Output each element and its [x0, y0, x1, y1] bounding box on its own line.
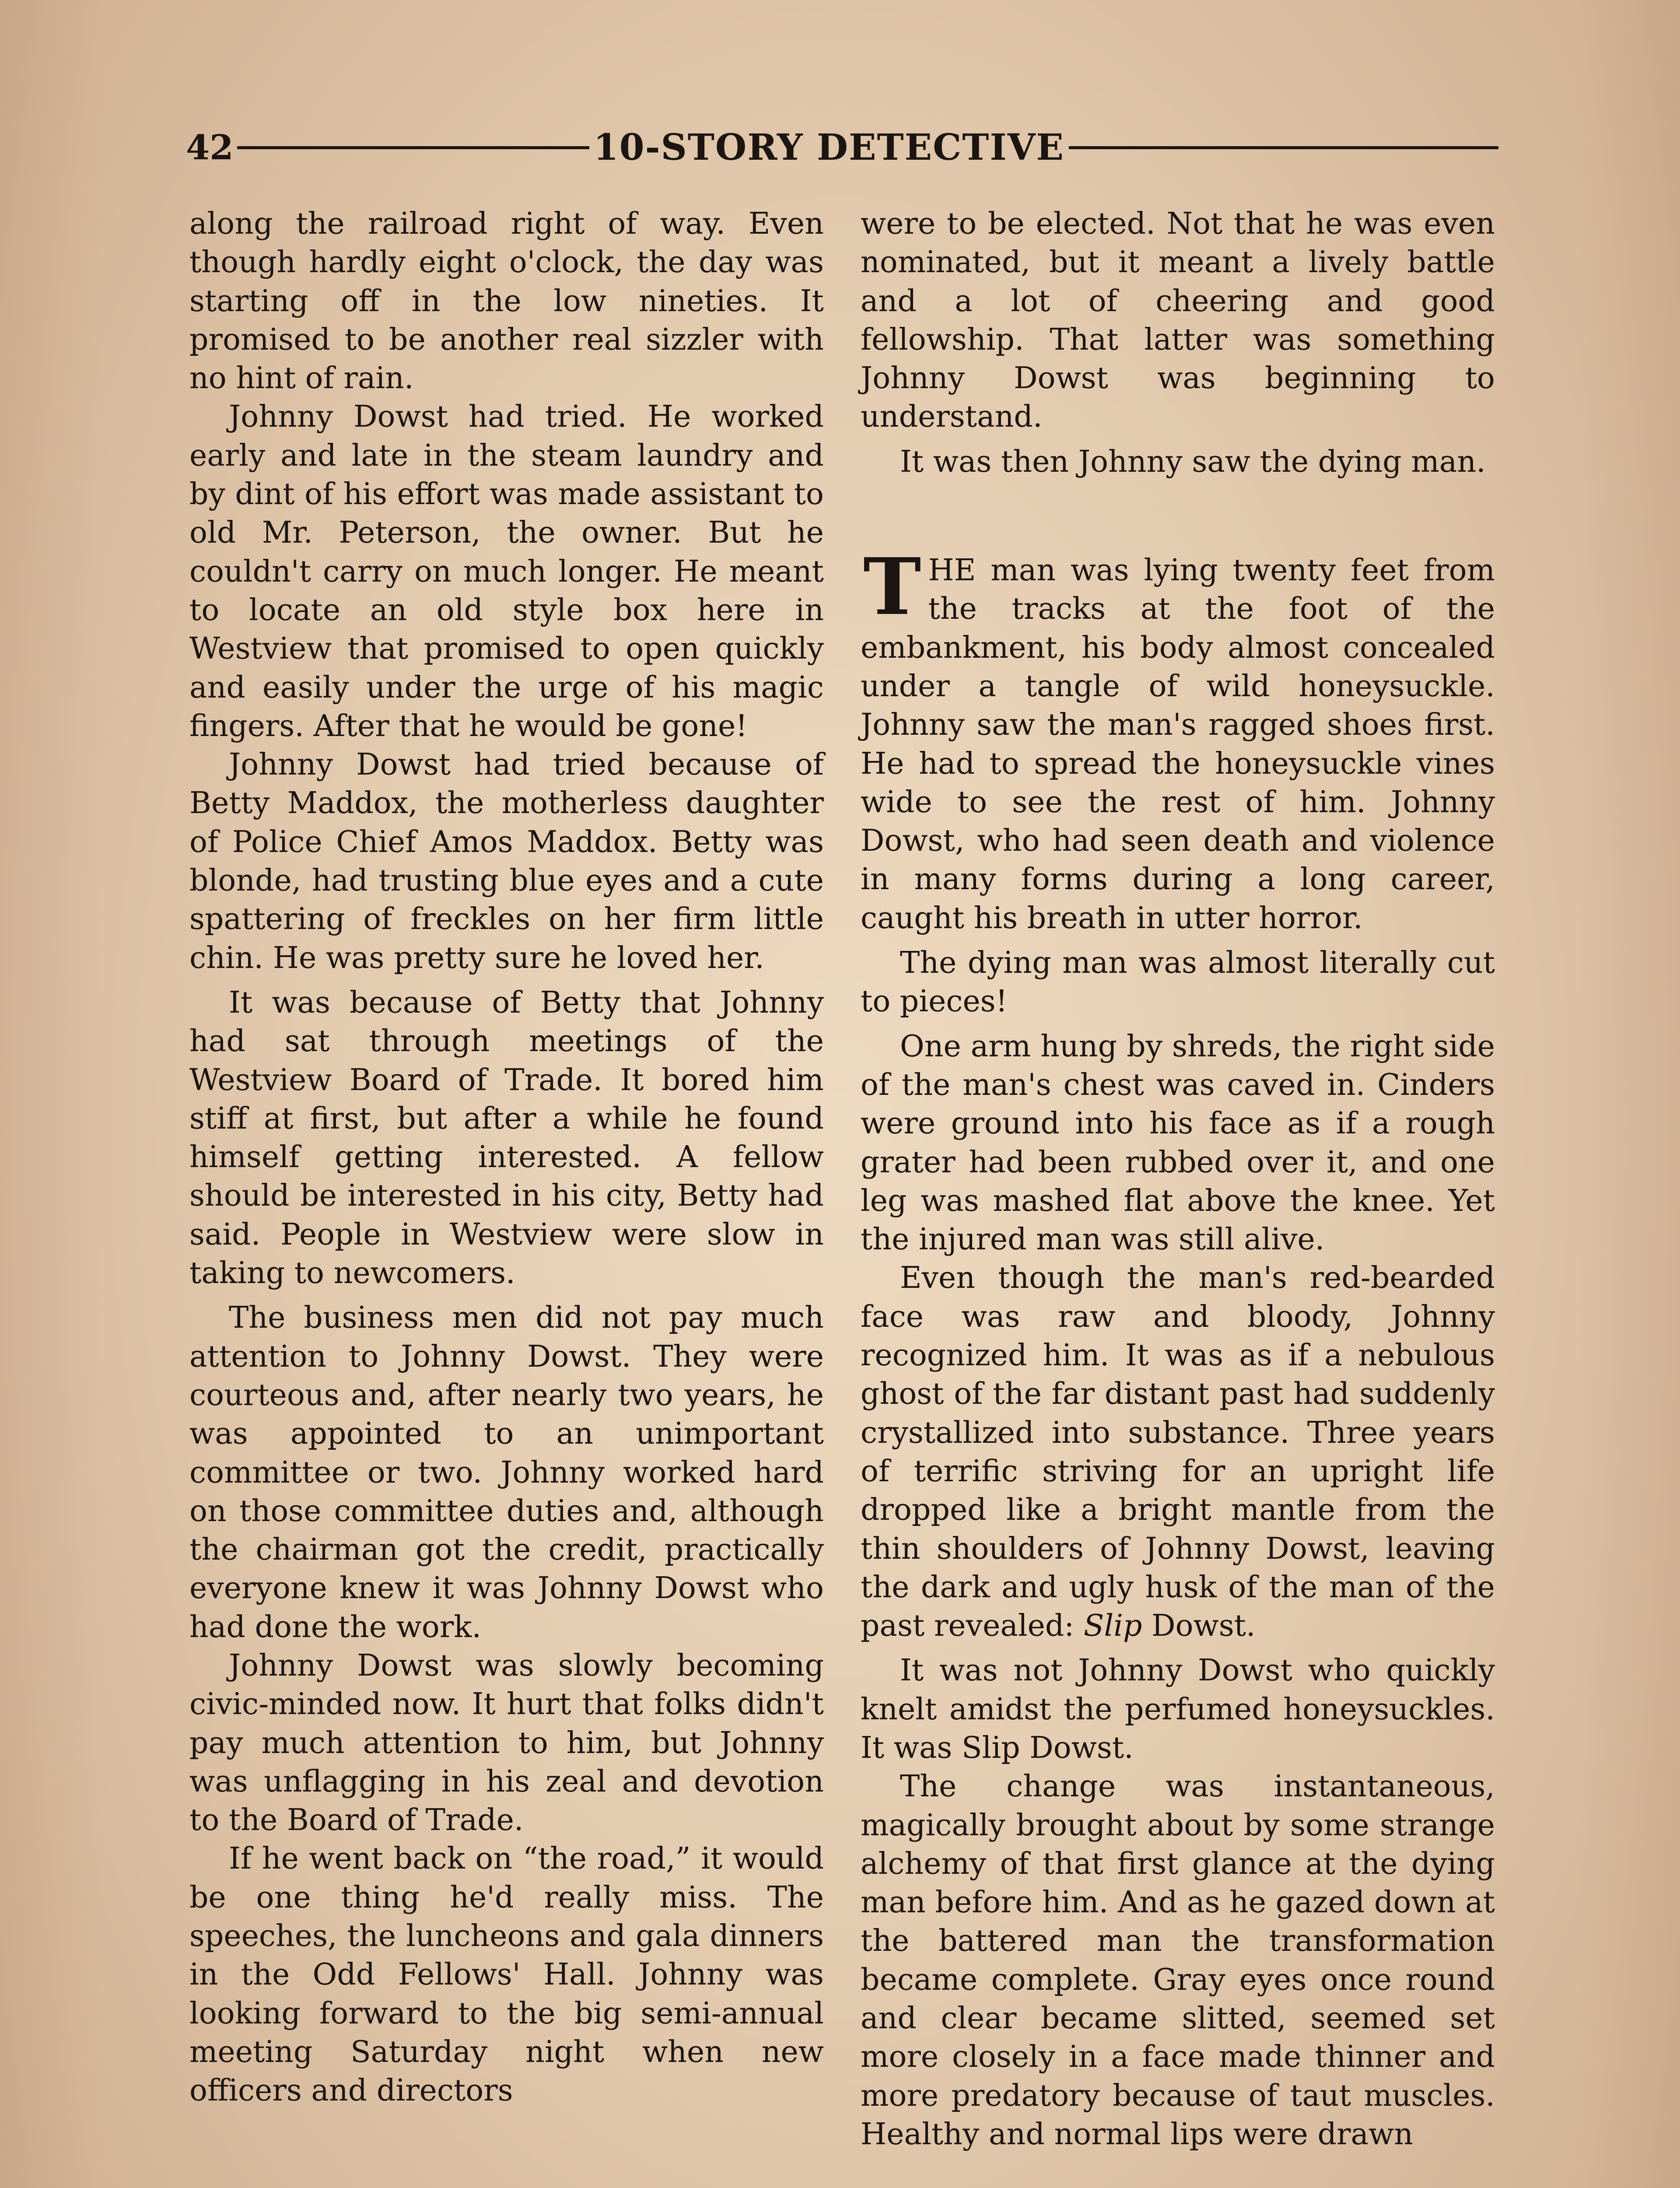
- paragraph: It was then Johnny saw the dying man.: [900, 444, 1486, 479]
- dropcap-paragraph-text: HE man was lying twenty feet from the tracks at the foot of the embankment, his body almost concealed under a tangle of wild honeysuckle. Johnny saw the man's ragged shoes first. He had to spread the honeysuckle vines wide to see the rest of him. Johnny Dowst, who had seen death and violence in many forms during a long career, caught his breath in utter horror.: [861, 553, 1495, 936]
- paragraph: were to be elected. Not that he was even nominated, but it meant a lively battle and a lot of cheering and good fellowship. That latter was something Johnny Dowst was beginning to understand.: [861, 207, 1495, 435]
- page-number: 42: [186, 127, 234, 168]
- paragraph: One arm hung by shreds, the right side of the man's chest was caved in. Cinders were ground into his face as if a rough grater had been rubbed over it, and one leg was mashed flat above the knee. Yet the injured man was still alive.: [861, 1029, 1495, 1257]
- header-rule-left: [237, 146, 589, 149]
- paragraph: It was not Johnny Dowst who quickly knelt amidst the perfumed honeysuckles. It was Slip Dowst.: [861, 1653, 1495, 1765]
- paragraph: The dying man was almost literally cut to pieces!: [861, 946, 1495, 1019]
- paragraph: [861, 1259, 1495, 1645]
- paragraph: Johnny Dowst had tried because of Betty Maddox, the motherless daughter of Police Chief Amos Maddox. Betty was blonde, had trusting blue eyes and a cute spattering of freckles on her firm little chin. He was pretty sure he loved her.: [189, 747, 824, 975]
- paragraph: along the railroad right of way. Even though hardly eight o'clock, the day was starting off in the low nineties. It promised to be another real sizzler with no hint of rain.: [189, 207, 824, 396]
- paragraph-text-end: Dowst.: [1152, 1609, 1256, 1644]
- paragraph-text: Even though the man's red-bearded face was raw and bloody, Johnny recognized him. It was as if a nebulous ghost of the far distant past had suddenly crystallized into substance. Three years of terrific striving for an upright life dropped like a bright mantle from the thin shoulders of Johnny Dowst, leaving the dark and ugly husk of the man of the past revealed:: [861, 1261, 1495, 1644]
- right-column: [861, 205, 1495, 2154]
- header-rule-right: [1069, 146, 1498, 149]
- paragraph: The change was instantaneous, magically brought about by some strange alchemy of that first glance at the dying man before him. And as he gazed down at the battered man the transformation became complete. Gray eyes once round and clear became slitted, seemed set more closely in a face made thinner and more predatory because of taut muscles. Healthy and normal lips were drawn: [861, 1769, 1495, 2152]
- paragraph: Johnny Dowst had tried. He worked early and late in the steam laundry and by dint of his effort was made assistant to old Mr. Peterson, the owner. But he couldn't carry on much longer. He meant to locate an old style box here in Westview that promised to open quickly and easily under the urge of his magic fingers. After that he would be gone!: [189, 400, 824, 743]
- paragraph: It was because of Betty that Johnny had sat through meetings of the Westview Board of Trade. It bored him stiff at first, but after a while he found himself getting interested. A fellow should be interested in his city, Betty had said. People in Westview were slow in taking to newcomers.: [189, 985, 824, 1291]
- page-header: [186, 123, 1498, 172]
- left-column: [189, 205, 824, 2111]
- section-opening-paragraph: [861, 541, 1495, 938]
- slip-name: Slip: [1083, 1609, 1142, 1644]
- paragraph: Johnny Dowst was slowly becoming civic-minded now. It hurt that folks didn't pay much attention to him, but Johnny was unflagging in his zeal and devotion to the Board of Trade.: [189, 1648, 824, 1838]
- magazine-title: 10-STORY DETECTIVE: [593, 126, 1064, 168]
- paragraph: The business men did not pay much attention to Johnny Dowst. They were courteous and, after nearly two years, he was appointed to an unimportant committee or two. Johnny worked hard on those committee duties and, although the chairman got the credit, practically everyone knew it was Johnny Dowst who had done the work.: [189, 1301, 824, 1645]
- drop-cap: T: [863, 541, 921, 633]
- paragraph: If he went back on “the road,” it would be one thing he'd really miss. The speeches, the luncheons and gala dinners in the Odd Fellows' Hall. Johnny was looking forward to the big semi-annual meeting Saturday night when new officers and directors: [189, 1841, 824, 2108]
